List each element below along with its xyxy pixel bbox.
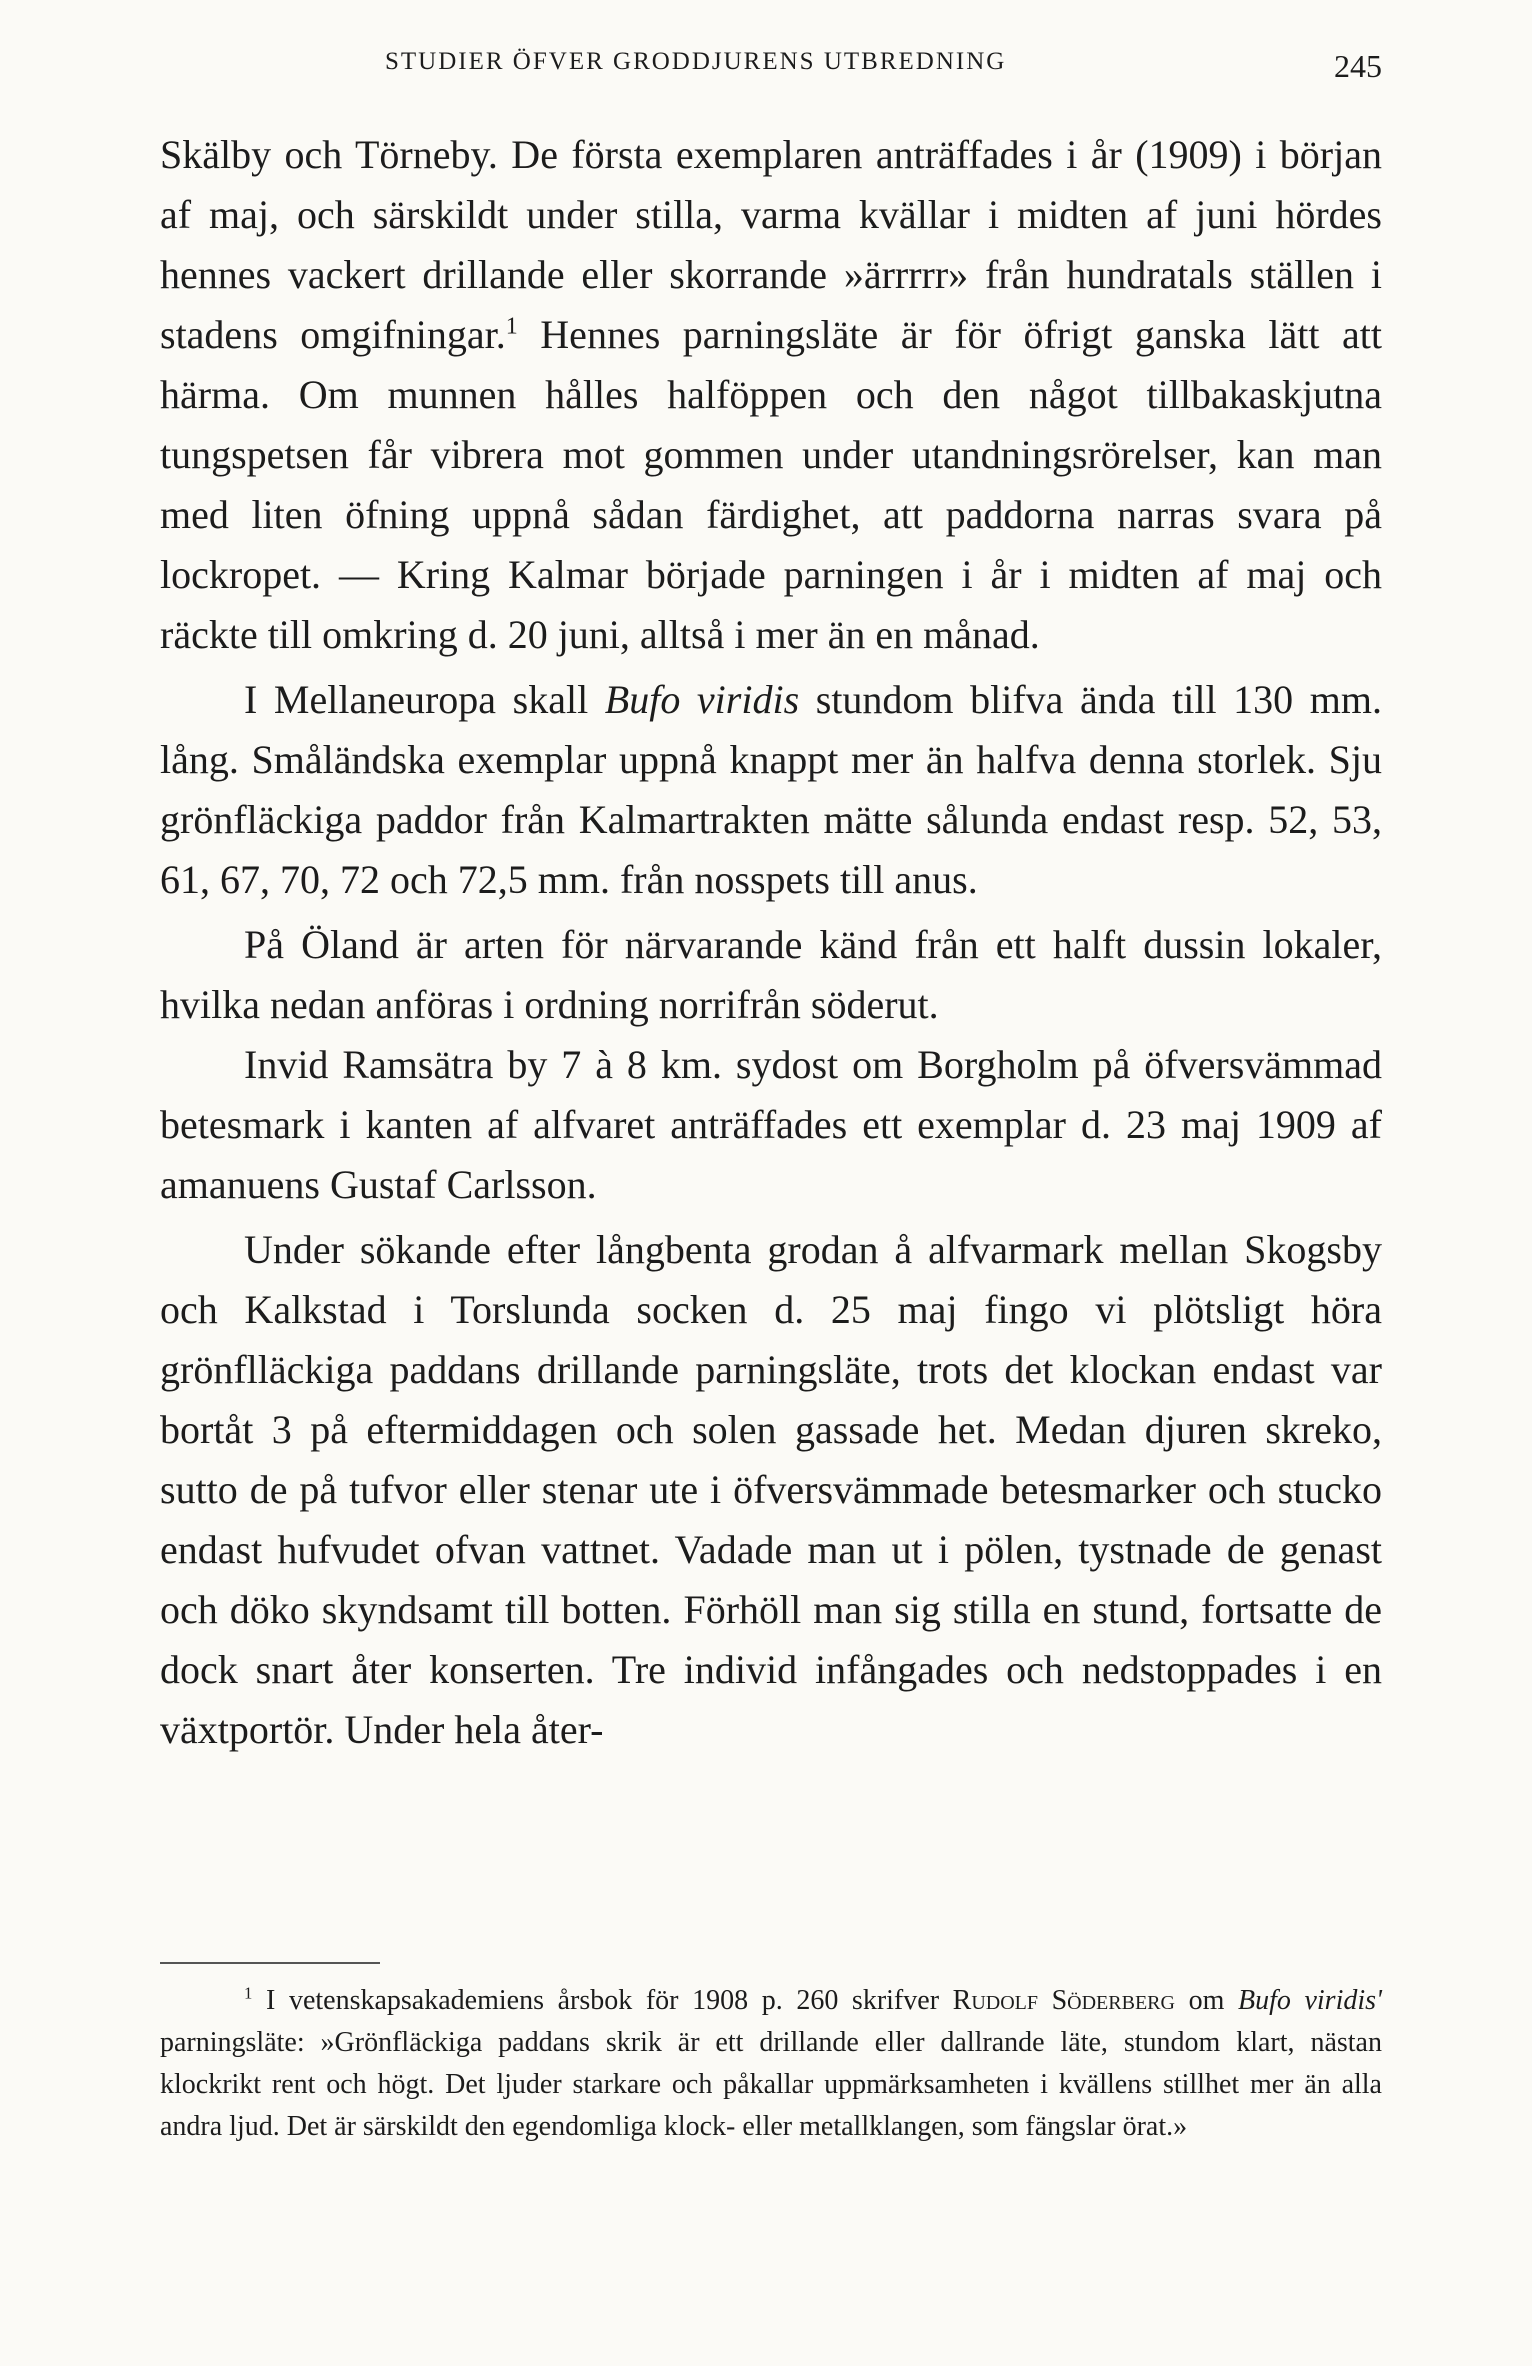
- page-number: 245: [1334, 48, 1382, 84]
- body-text: [160, 125, 1382, 1760]
- footnote: [160, 1980, 1382, 2148]
- species-name: Bufo viridis: [604, 677, 800, 722]
- paragraph-3: På Öland är arten för närvarande känd från ett halft dussin lokaler, hvilka nedan anföras i ordning norrifrån söderut.: [160, 922, 1382, 1027]
- footnote-marker: 1: [244, 1983, 253, 2003]
- footnote-ref: 1: [505, 313, 518, 340]
- footnote-text: $^1$ I vetenskapsakademiens årsbok för 1908 p. 260 skrifver Rudolf Söderberg om Bufo viridis' parningsläte: »Grönfläckiga paddans skrik är ett drillande eller dallrande läte, stundom klart, nästan klockrikt rent och högt. Det ljuder starkare och påkallar uppmärksamheten i kvällens stillhet mer än alla andra ljud. Det är särskildt den egendomliga klock- eller metallklangen, som fängslar örat.»: [160, 1983, 1383, 2142]
- paragraph-4: Invid Ramsätra by 7 à 8 km. sydost om Borgholm på öfversvämmad betesmark i kanten af alfvaret anträffades ett exemplar d. 23 maj 1909 af amanuens Gustaf Carlsson.: [160, 1042, 1382, 1207]
- author-name: Rudolf Söderberg: [952, 1985, 1175, 2016]
- paragraph-2: I Mellaneuropa skall Bufo viridis stundom blifva ända till 130 mm. lång. Småländska exemplar uppnå knappt mer än halfva denna storlek. Sju grönfläckiga paddor från Kalmartrakten mätte sålunda endast resp. 52, 53, 61, 67, 70, 72 och 72,5 mm. från nosspets till anus.: [160, 677, 1382, 902]
- footnote-rule: [160, 1962, 380, 1964]
- running-title: STUDIER ÖFVER GRODDJURENS UTBREDNING: [385, 48, 1007, 75]
- paragraph-1: Skälby och Törneby. De första exemplaren anträffades i år (1909) i början af maj, och särskildt under stilla, varma kvällar i midten af juni hördes hennes vackert drillande eller skorrande »ärrrrr» från hundratals ställen i stadens omgifningar.$^1$ Hennes parningsläte är för öfrigt ganska lätt att härma. Om munnen hålles halföppen och den något tillbakaskjutna tungspetsen får vibrera mot gommen under utandningsrörelser, kan man med liten öfning uppnå sådan färdighet, att paddorna narras svara på lockropet. — Kring Kalmar började parningen i år i midten af maj och räckte till omkring d. 20 juni, alltså i mer än en månad.: [160, 132, 1383, 657]
- running-header: [160, 48, 1382, 98]
- paragraph-5: Under sökande efter långbenta grodan å alfvarmark mellan Skogsby och Kalkstad i Torslunda socken d. 25 maj fingo vi plötsligt höra grönflläckiga paddans drillande parningsläte, trots det klockan endast var bortåt 3 på eftermiddagen och solen gassade het. Medan djuren skreko, sutto de på tufvor eller stenar ute i öfversvämmade betesmarker och stucko endast hufvudet ofvan vattnet. Vadade man ut i pölen, tystnade de genast och döko skyndsamt till botten. Förhöll man sig stilla en stund, fortsatte de dock snart åter konserten. Tre individ infångades och nedstoppades i en växtportör. Under hela åter-: [160, 1227, 1382, 1752]
- footnote-species-name: Bufo viridis': [1237, 1985, 1383, 2016]
